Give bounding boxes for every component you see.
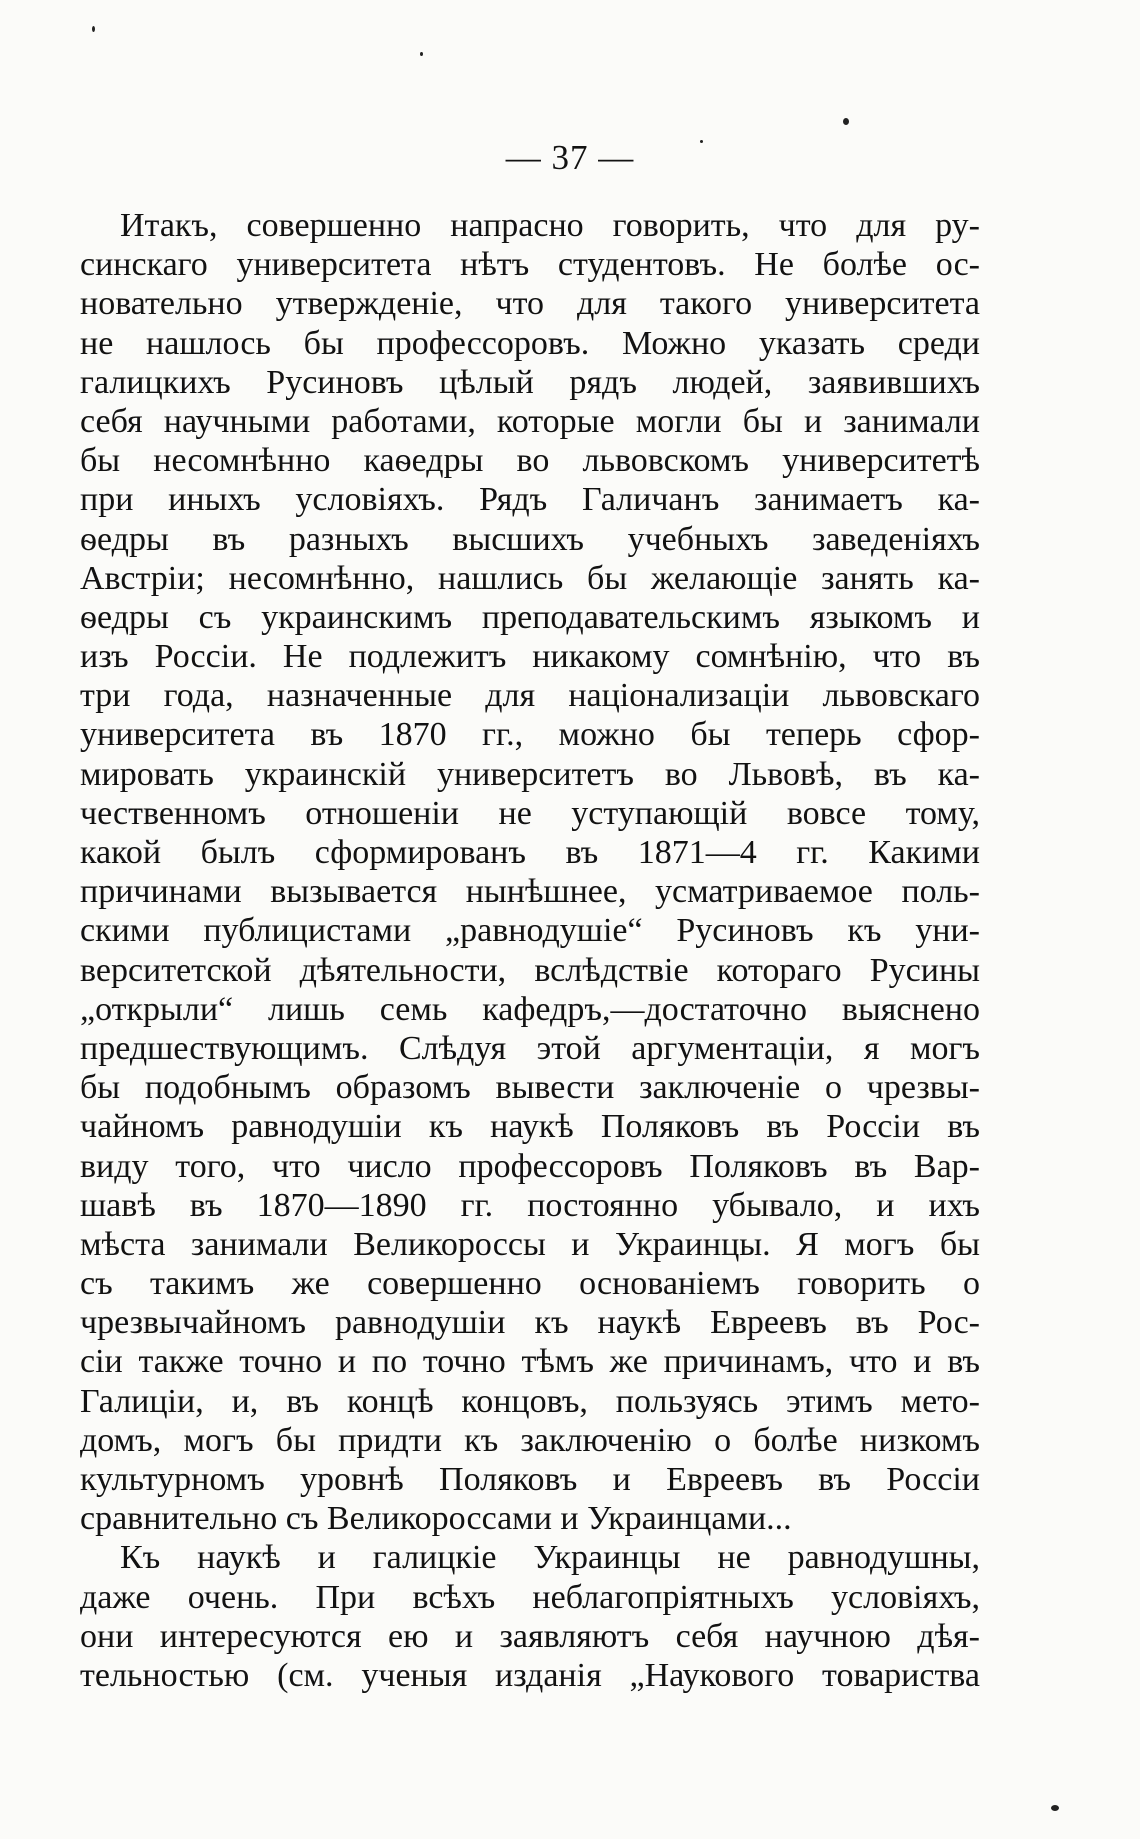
text-line: „открыли“ лишь семь кафедръ,—достаточно выяснено — [80, 990, 980, 1028]
text-line: бы несомнѣнно каѳедры во львовскомъ университетѣ — [80, 442, 980, 480]
text-line: они интересуются ею и заявляютъ себя научною дѣя- — [80, 1617, 980, 1655]
text-line: себя научными работами, которые могли бы и занимали — [80, 402, 980, 440]
text-line: Итакъ, совершенно напрасно говорить, что для ру- — [120, 207, 980, 244]
text-line: изъ Россіи. Не подлежитъ никакому сомнѣнію, что въ — [80, 638, 980, 676]
text-line: бы подобнымъ образомъ вывести заключеніе о чрезвы- — [80, 1069, 980, 1107]
text-line: съ такимъ же совершенно основаніемъ говорить о — [80, 1265, 980, 1303]
text-line: синскаго университета нѣтъ студентовъ. Не болѣе ос- — [80, 246, 980, 284]
text-line: домъ, могъ бы придти къ заключенію о болѣе низкомъ — [80, 1421, 980, 1459]
text-line: не нашлось бы профессоровъ. Можно указать среди — [80, 324, 980, 362]
text-line: верситетской дѣятельности, вслѣдствіе котораго Русины — [80, 951, 980, 989]
text-line: ѳедры въ разныхъ высшихъ учебныхъ заведеніяхъ — [80, 520, 980, 558]
text-line: Австріи; несомнѣнно, нашлись бы желающіе занять ка- — [80, 559, 980, 597]
text-line: при иныхъ условіяхъ. Рядъ Галичанъ занимаетъ ка- — [80, 481, 980, 519]
text-line: сравнительно съ Великороссами и Украинцами... — [80, 1500, 792, 1538]
text-line: виду того, что число профессоровъ Поляковъ въ Вар- — [80, 1147, 980, 1185]
text-line: какой былъ сформированъ въ 1871—4 гг. Какими — [80, 834, 980, 871]
text-line: ѳедры съ украинскимъ преподавательскимъ языкомъ и — [80, 598, 980, 636]
text-line: даже очень. При всѣхъ неблагопріятныхъ условіяхъ, — [80, 1578, 980, 1616]
text-line: культурномъ уровнѣ Поляковъ и Евреевъ въ Россіи — [80, 1461, 980, 1498]
page-number-header: — 37 — — [505, 138, 635, 177]
text-line: мѣста занимали Великороссы и Украинцы. Я могъ бы — [80, 1225, 980, 1263]
text-line: галицкихъ Русиновъ цѣлый рядъ людей, заявившихъ — [80, 363, 980, 401]
text-line: новательно утвержденіе, что для такого университета — [80, 285, 980, 323]
document-body — [80, 206, 980, 1695]
text-line: Галиціи, и, въ концѣ концовъ, пользуясь этимъ мето- — [80, 1382, 980, 1420]
text-line: сіи также точно и по точно тѣмъ же причинамъ, что и въ — [80, 1343, 980, 1381]
text-line: чественномъ отношеніи не уступающій вовсе тому, — [80, 794, 980, 832]
text-line: предшествующимъ. Слѣдуя этой аргументаціи, я могъ — [80, 1029, 980, 1067]
text-line: чайномъ равнодушіи къ наукѣ Поляковъ въ Россіи въ — [80, 1108, 980, 1146]
text-line: скими публицистами „равнодушіе“ Русиновъ къ уни- — [80, 912, 980, 950]
print-speck — [843, 118, 849, 125]
text-line: чрезвычайномъ равнодушіи къ наукѣ Евреевъ въ Рос- — [80, 1304, 980, 1342]
print-speck — [420, 52, 423, 56]
text-line: мировать украинскій университетъ во Львовѣ, въ ка- — [80, 755, 980, 793]
text-line: шавѣ въ 1870—1890 гг. постоянно убывало, и ихъ — [80, 1186, 980, 1224]
print-speck — [92, 26, 95, 32]
text-line: тельностью (см. ученыя изданія „Наукового товариства — [80, 1656, 980, 1694]
text-line: причинами вызывается нынѣшнее, усматриваемое поль- — [80, 873, 980, 911]
text-line: три года, назначенные для націонализаціи львовскаго — [80, 677, 980, 715]
text-line: университета въ 1870 гг., можно бы теперь сфор- — [80, 716, 980, 754]
print-speck — [1051, 1805, 1059, 1811]
text-line: Къ наукѣ и галицкіе Украинцы не равнодушны, — [120, 1539, 980, 1577]
